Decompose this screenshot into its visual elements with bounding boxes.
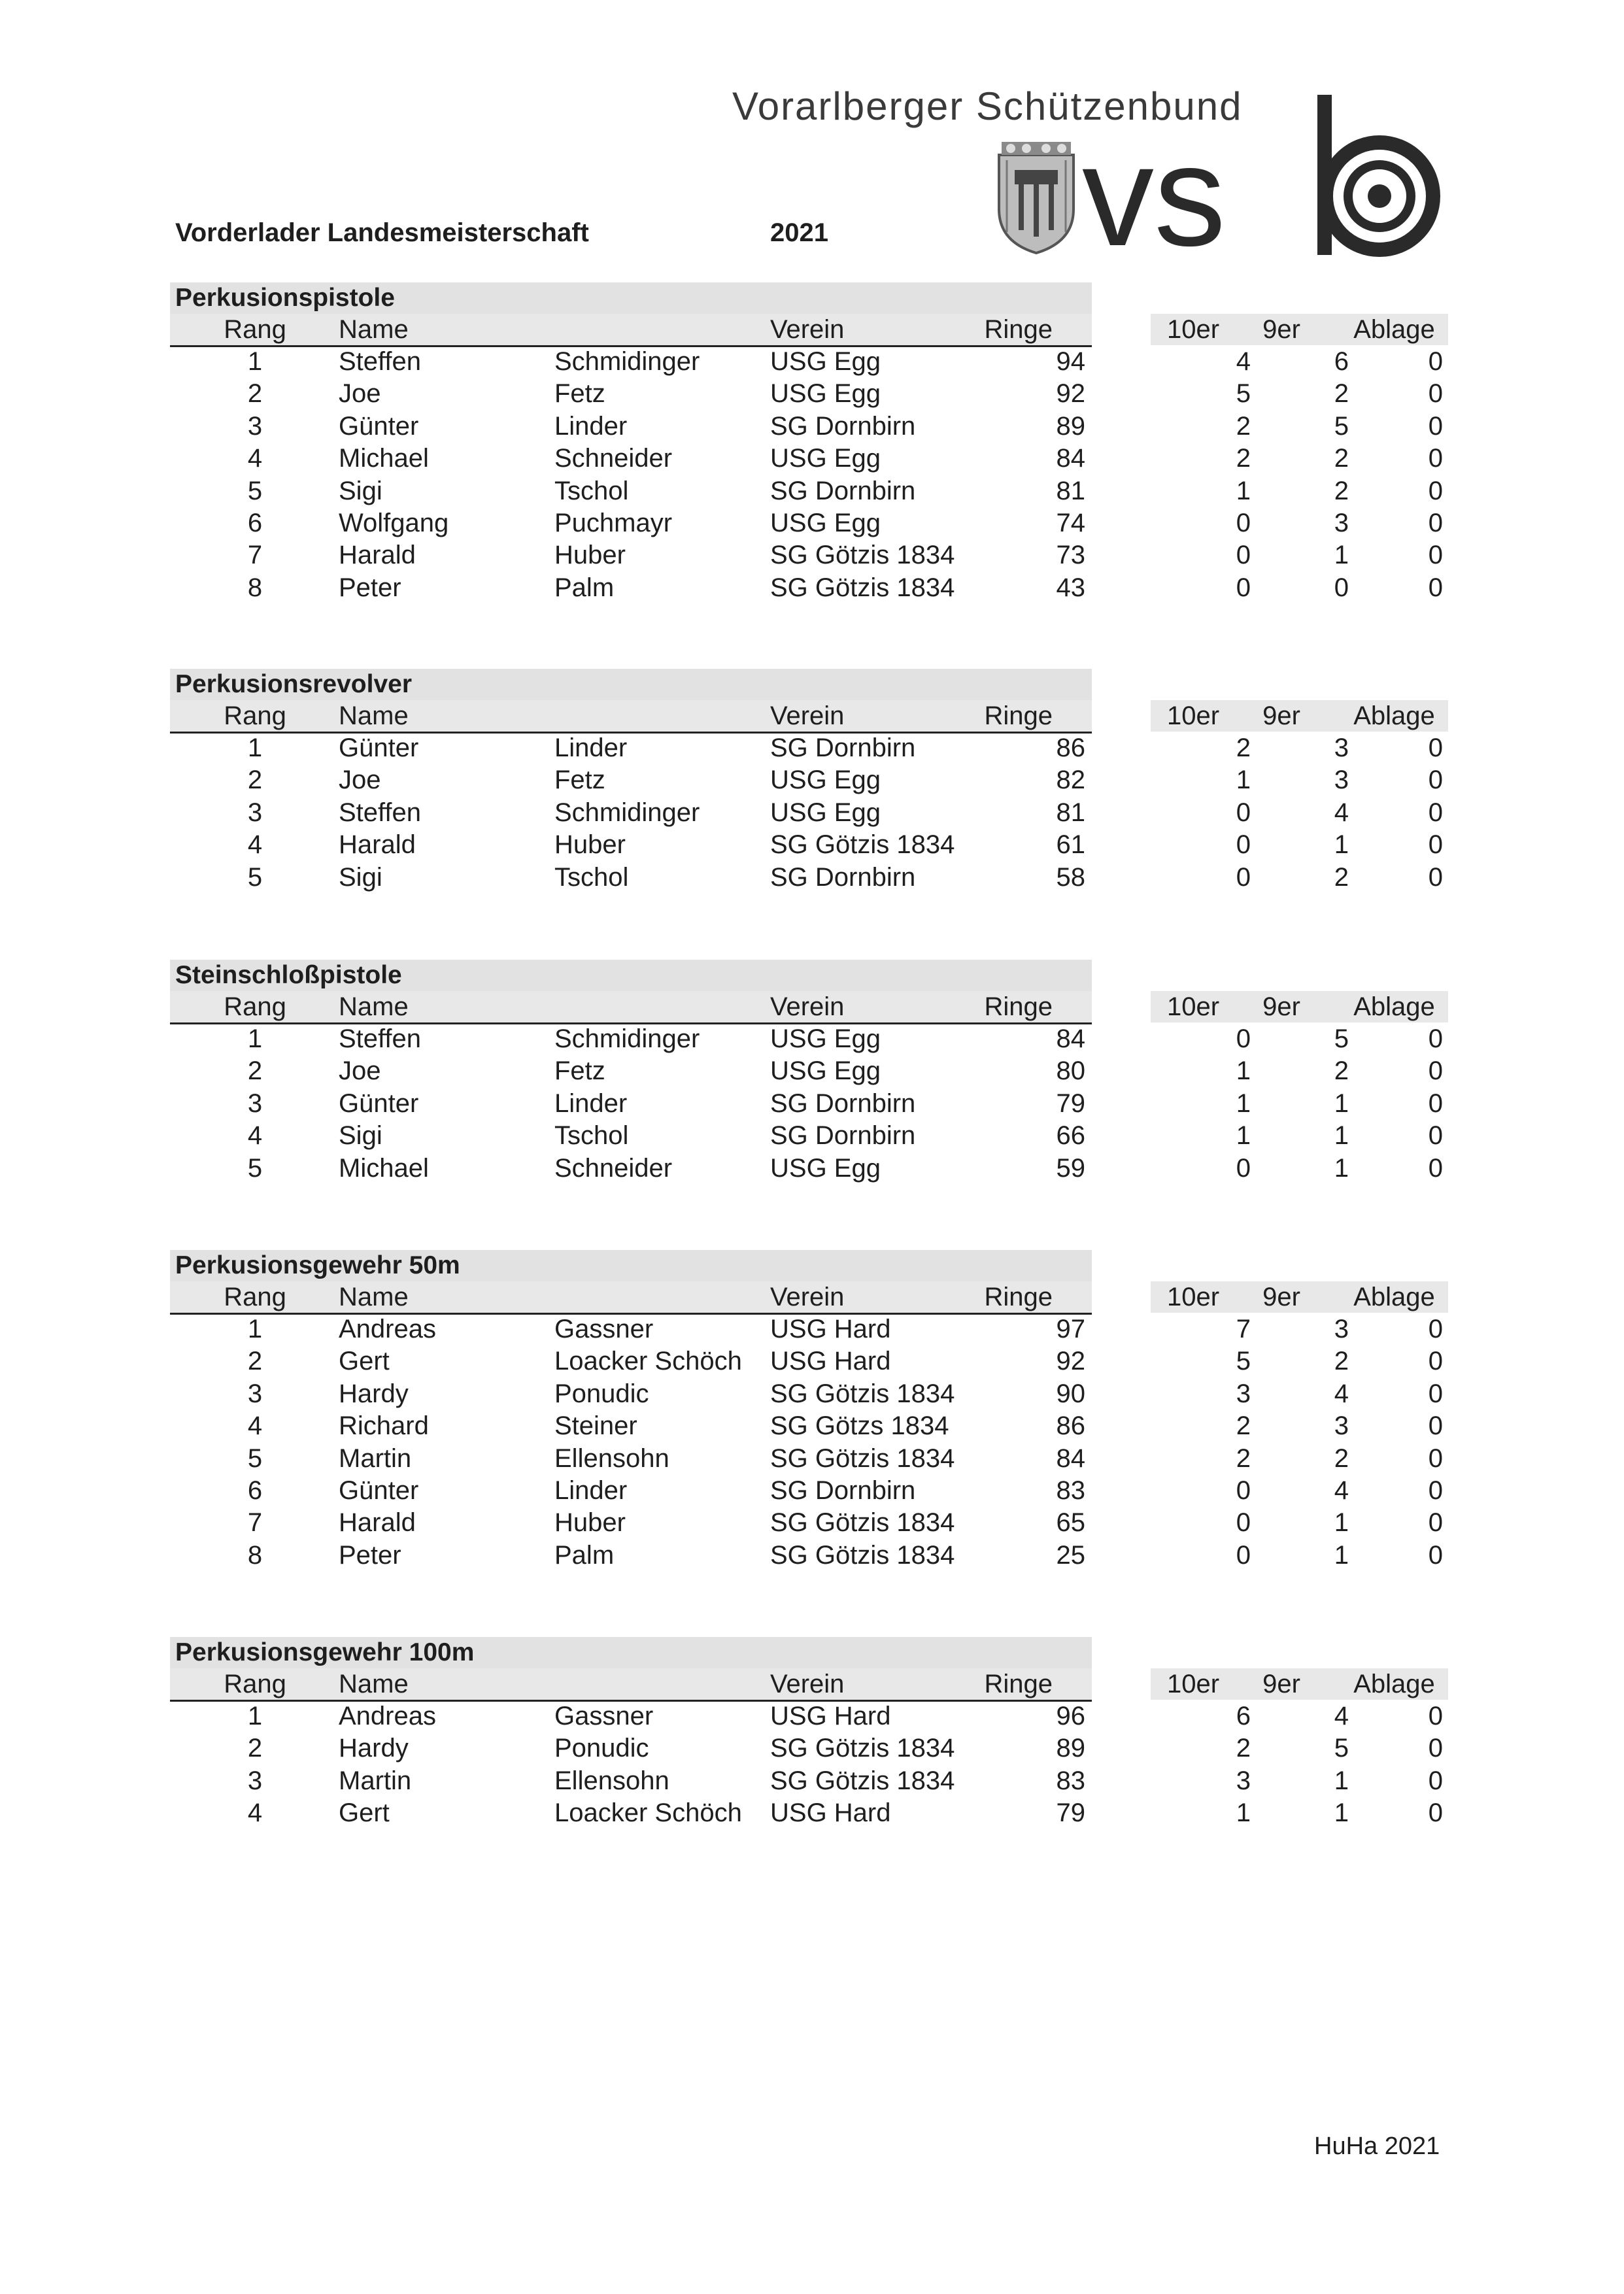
last-name-cell: Linder (554, 734, 628, 762)
last-name-cell: Tschol (554, 1121, 629, 1151)
rank-cell: 3 (247, 411, 263, 441)
tens-cell: 4 (1236, 347, 1251, 376)
nines-cell: 4 (1334, 1702, 1349, 1730)
header-rang: Rang (224, 1283, 286, 1311)
header-name: Name (339, 992, 409, 1021)
last-name-cell: Fetz (554, 766, 605, 795)
ablage-cell: 0 (1428, 830, 1443, 860)
club-cell: USG Egg (770, 1153, 881, 1183)
rank-cell: 1 (247, 1315, 263, 1343)
club-cell: USG Egg (770, 444, 881, 473)
ablage-cell: 0 (1428, 1411, 1443, 1441)
nines-cell: 2 (1334, 476, 1349, 505)
first-name-cell: Günter (339, 734, 419, 762)
club-cell: SG Götzis 1834 (770, 573, 955, 602)
tens-cell: 0 (1236, 509, 1251, 537)
club-cell: SG Götzis 1834 (770, 830, 955, 860)
ringe-cell: 89 (1056, 411, 1085, 441)
tens-cell: 2 (1236, 444, 1251, 473)
header-ablage: Ablage (1353, 315, 1435, 344)
last-name-cell: Huber (554, 1508, 626, 1538)
ringe-cell: 79 (1056, 1798, 1085, 1828)
club-cell: SG Götzis 1834 (770, 1734, 955, 1763)
last-name-cell: Schmidinger (554, 347, 700, 376)
rank-cell: 3 (247, 798, 263, 827)
ablage-cell: 0 (1428, 766, 1443, 795)
nines-cell: 5 (1334, 411, 1349, 441)
ablage-cell: 0 (1428, 1347, 1443, 1376)
club-cell: SG Dornbirn (770, 734, 916, 762)
header-9er: 9er (1262, 315, 1300, 344)
ablage-cell: 0 (1428, 1540, 1443, 1570)
ablage-cell: 0 (1428, 573, 1443, 602)
club-cell: SG Dornbirn (770, 1476, 916, 1505)
header-ablage: Ablage (1353, 992, 1435, 1021)
nines-cell: 1 (1334, 1508, 1349, 1538)
ringe-cell: 81 (1056, 798, 1085, 827)
header-10er: 10er (1166, 315, 1220, 344)
first-name-cell: Sigi (339, 1121, 382, 1151)
ringe-cell: 84 (1056, 1443, 1085, 1473)
document-title: Vorderlader Landesmeisterschaft (175, 218, 589, 247)
tens-cell: 0 (1236, 1476, 1251, 1505)
ablage-cell: 0 (1428, 541, 1443, 570)
tens-cell: 2 (1236, 411, 1251, 441)
header-name: Name (339, 701, 409, 730)
nines-cell: 4 (1334, 798, 1349, 827)
ablage-cell: 0 (1428, 1153, 1443, 1183)
first-name-cell: Steffen (339, 798, 422, 827)
nines-cell: 2 (1334, 1347, 1349, 1376)
ablage-cell: 0 (1428, 1315, 1443, 1343)
ringe-cell: 81 (1056, 476, 1085, 505)
ringe-cell: 83 (1056, 1766, 1085, 1795)
last-name-cell: Linder (554, 1476, 628, 1505)
first-name-cell: Harald (339, 1508, 416, 1538)
header-rang: Rang (224, 701, 286, 730)
last-name-cell: Schmidinger (554, 798, 700, 827)
header-ringe: Ringe (984, 1670, 1053, 1698)
ringe-cell: 43 (1056, 573, 1085, 602)
last-name-cell: Tschol (554, 862, 629, 892)
club-cell: SG Götzis 1834 (770, 1766, 955, 1795)
header-verein: Verein (770, 992, 845, 1021)
ablage-cell: 0 (1428, 862, 1443, 892)
tens-cell: 0 (1236, 862, 1251, 892)
tens-cell: 2 (1236, 1411, 1251, 1441)
header-rang: Rang (224, 992, 286, 1021)
rank-cell: 8 (247, 573, 263, 602)
section-title: Perkusionsrevolver (170, 669, 1092, 700)
header-verein: Verein (770, 1283, 845, 1311)
header-10er: 10er (1166, 1670, 1220, 1698)
last-name-cell: Huber (554, 541, 626, 570)
header-ablage: Ablage (1353, 1283, 1435, 1311)
tens-cell: 1 (1236, 1798, 1251, 1828)
nines-cell: 3 (1334, 1411, 1349, 1441)
first-name-cell: Sigi (339, 862, 382, 892)
first-name-cell: Günter (339, 1476, 419, 1505)
last-name-cell: Huber (554, 830, 626, 860)
ablage-cell: 0 (1428, 1088, 1443, 1118)
ringe-cell: 86 (1056, 1411, 1085, 1441)
ablage-cell: 0 (1428, 411, 1443, 441)
last-name-cell: Loacker Schöch (554, 1347, 742, 1376)
ablage-cell: 0 (1428, 1476, 1443, 1505)
last-name-cell: Palm (554, 573, 615, 602)
ablage-cell: 0 (1428, 476, 1443, 505)
nines-cell: 4 (1334, 1476, 1349, 1505)
ablage-cell: 0 (1428, 1766, 1443, 1795)
ringe-cell: 89 (1056, 1734, 1085, 1763)
ablage-cell: 0 (1428, 1734, 1443, 1763)
header-9er: 9er (1262, 992, 1300, 1021)
coat-of-arms-icon (994, 141, 1079, 255)
first-name-cell: Michael (339, 1153, 429, 1183)
header-10er: 10er (1166, 992, 1220, 1021)
header-ringe: Ringe (984, 1283, 1053, 1311)
tens-cell: 3 (1236, 1766, 1251, 1795)
vsb-logo (1082, 88, 1455, 265)
nines-cell: 1 (1334, 1153, 1349, 1183)
header-verein: Verein (770, 1670, 845, 1698)
header-9er: 9er (1262, 701, 1300, 730)
club-cell: USG Egg (770, 766, 881, 795)
ringe-cell: 25 (1056, 1540, 1085, 1570)
first-name-cell: Andreas (339, 1315, 436, 1343)
first-name-cell: Richard (339, 1411, 429, 1441)
ringe-cell: 61 (1056, 830, 1085, 860)
rank-cell: 1 (247, 347, 263, 376)
club-cell: SG Götzs 1834 (770, 1411, 949, 1441)
ablage-cell: 0 (1428, 1121, 1443, 1151)
rank-cell: 8 (247, 1540, 263, 1570)
ablage-cell: 0 (1428, 347, 1443, 376)
nines-cell: 5 (1334, 1734, 1349, 1763)
header-verein: Verein (770, 315, 845, 344)
rank-cell: 1 (247, 1024, 263, 1053)
ringe-cell: 92 (1056, 379, 1085, 409)
header-10er: 10er (1166, 701, 1220, 730)
section-title: Perkusionsgewehr 50m (170, 1250, 1092, 1281)
header-9er: 9er (1262, 1283, 1300, 1311)
first-name-cell: Martin (339, 1766, 412, 1795)
ringe-cell: 66 (1056, 1121, 1085, 1151)
tens-cell: 1 (1236, 1121, 1251, 1151)
nines-cell: 3 (1334, 766, 1349, 795)
club-cell: SG Götzis 1834 (770, 1508, 955, 1538)
ablage-cell: 0 (1428, 1508, 1443, 1538)
header-name: Name (339, 1283, 409, 1311)
ablage-cell: 0 (1428, 379, 1443, 409)
club-cell: SG Dornbirn (770, 862, 916, 892)
tens-cell: 3 (1236, 1379, 1251, 1408)
ablage-cell: 0 (1428, 1056, 1443, 1086)
nines-cell: 1 (1334, 541, 1349, 570)
header-rang: Rang (224, 1670, 286, 1698)
first-name-cell: Peter (339, 573, 401, 602)
tens-cell: 2 (1236, 1734, 1251, 1763)
tens-cell: 0 (1236, 798, 1251, 827)
ringe-cell: 97 (1056, 1315, 1085, 1343)
club-cell: USG Hard (770, 1315, 891, 1343)
first-name-cell: Peter (339, 1540, 401, 1570)
rank-cell: 4 (247, 1121, 263, 1151)
header-name: Name (339, 315, 409, 344)
tens-cell: 0 (1236, 573, 1251, 602)
last-name-cell: Tschol (554, 476, 629, 505)
ringe-cell: 80 (1056, 1056, 1085, 1086)
ringe-cell: 84 (1056, 1024, 1085, 1053)
first-name-cell: Joe (339, 766, 381, 795)
ringe-cell: 82 (1056, 766, 1085, 795)
nines-cell: 2 (1334, 1443, 1349, 1473)
club-cell: SG Götzis 1834 (770, 541, 955, 570)
rank-cell: 4 (247, 1798, 263, 1828)
first-name-cell: Martin (339, 1443, 412, 1473)
rank-cell: 4 (247, 1411, 263, 1441)
tens-cell: 0 (1236, 1153, 1251, 1183)
club-cell: USG Hard (770, 1347, 891, 1376)
last-name-cell: Schmidinger (554, 1024, 700, 1053)
nines-cell: 2 (1334, 379, 1349, 409)
header-ringe: Ringe (984, 992, 1053, 1021)
organization-name: Vorarlberger Schützenbund (732, 84, 1243, 128)
header-9er: 9er (1262, 1670, 1300, 1698)
club-cell: USG Egg (770, 379, 881, 409)
header-ablage: Ablage (1353, 701, 1435, 730)
document-year: 2021 (770, 218, 828, 247)
rank-cell: 5 (247, 1443, 263, 1473)
ablage-cell: 0 (1428, 509, 1443, 537)
tens-cell: 2 (1236, 1443, 1251, 1473)
nines-cell: 3 (1334, 509, 1349, 537)
ablage-cell: 0 (1428, 1379, 1443, 1408)
tens-cell: 1 (1236, 1056, 1251, 1086)
rank-cell: 3 (247, 1088, 263, 1118)
nines-cell: 1 (1334, 1798, 1349, 1828)
rank-cell: 3 (247, 1766, 263, 1795)
ablage-cell: 0 (1428, 1702, 1443, 1730)
last-name-cell: Puchmayr (554, 509, 673, 537)
tens-cell: 0 (1236, 830, 1251, 860)
rank-cell: 7 (247, 1508, 263, 1538)
first-name-cell: Joe (339, 379, 381, 409)
rank-cell: 1 (247, 1702, 263, 1730)
club-cell: USG Hard (770, 1798, 891, 1828)
last-name-cell: Loacker Schöch (554, 1798, 742, 1828)
ablage-cell: 0 (1428, 1798, 1443, 1828)
last-name-cell: Palm (554, 1540, 615, 1570)
first-name-cell: Harald (339, 541, 416, 570)
tens-cell: 0 (1236, 1540, 1251, 1570)
club-cell: USG Egg (770, 509, 881, 537)
club-cell: SG Götzis 1834 (770, 1379, 955, 1408)
nines-cell: 6 (1334, 347, 1349, 376)
first-name-cell: Andreas (339, 1702, 436, 1730)
ringe-cell: 73 (1056, 541, 1085, 570)
rank-cell: 6 (247, 1476, 263, 1505)
nines-cell: 1 (1334, 1766, 1349, 1795)
last-name-cell: Linder (554, 1088, 628, 1118)
tens-cell: 0 (1236, 541, 1251, 570)
first-name-cell: Michael (339, 444, 429, 473)
rank-cell: 6 (247, 509, 263, 537)
rank-cell: 5 (247, 1153, 263, 1183)
ablage-cell: 0 (1428, 444, 1443, 473)
club-cell: SG Dornbirn (770, 411, 916, 441)
nines-cell: 3 (1334, 1315, 1349, 1343)
nines-cell: 1 (1334, 1088, 1349, 1118)
ringe-cell: 79 (1056, 1088, 1085, 1118)
last-name-cell: Gassner (554, 1315, 654, 1343)
first-name-cell: Hardy (339, 1734, 409, 1763)
rank-cell: 2 (247, 1347, 263, 1376)
rank-cell: 7 (247, 541, 263, 570)
nines-cell: 2 (1334, 1056, 1349, 1086)
last-name-cell: Steiner (554, 1411, 637, 1441)
nines-cell: 2 (1334, 444, 1349, 473)
nines-cell: 1 (1334, 1540, 1349, 1570)
ringe-cell: 84 (1056, 444, 1085, 473)
ringe-cell: 74 (1056, 509, 1085, 537)
ringe-cell: 86 (1056, 734, 1085, 762)
first-name-cell: Harald (339, 830, 416, 860)
last-name-cell: Schneider (554, 444, 673, 473)
rank-cell: 3 (247, 1379, 263, 1408)
nines-cell: 2 (1334, 862, 1349, 892)
header-name: Name (339, 1670, 409, 1698)
last-name-cell: Fetz (554, 1056, 605, 1086)
ringe-cell: 92 (1056, 1347, 1085, 1376)
first-name-cell: Wolfgang (339, 509, 449, 537)
header-ringe: Ringe (984, 315, 1053, 344)
club-cell: SG Dornbirn (770, 476, 916, 505)
last-name-cell: Ellensohn (554, 1766, 669, 1795)
ablage-cell: 0 (1428, 734, 1443, 762)
header-rang: Rang (224, 315, 286, 344)
rank-cell: 2 (247, 766, 263, 795)
rank-cell: 2 (247, 379, 263, 409)
first-name-cell: Steffen (339, 347, 422, 376)
club-cell: USG Hard (770, 1702, 891, 1730)
first-name-cell: Günter (339, 1088, 419, 1118)
club-cell: USG Egg (770, 347, 881, 376)
nines-cell: 4 (1334, 1379, 1349, 1408)
rank-cell: 2 (247, 1734, 263, 1763)
first-name-cell: Gert (339, 1347, 390, 1376)
nines-cell: 1 (1334, 830, 1349, 860)
rank-cell: 4 (247, 444, 263, 473)
first-name-cell: Steffen (339, 1024, 422, 1053)
tens-cell: 2 (1236, 734, 1251, 762)
tens-cell: 7 (1236, 1315, 1251, 1343)
ablage-cell: 0 (1428, 1024, 1443, 1053)
club-cell: USG Egg (770, 1024, 881, 1053)
club-cell: SG Götzis 1834 (770, 1443, 955, 1473)
header-verein: Verein (770, 701, 845, 730)
nines-cell: 1 (1334, 1121, 1349, 1151)
first-name-cell: Günter (339, 411, 419, 441)
last-name-cell: Ponudic (554, 1734, 649, 1763)
club-cell: SG Dornbirn (770, 1121, 916, 1151)
club-cell: USG Egg (770, 798, 881, 827)
rank-cell: 5 (247, 476, 263, 505)
rank-cell: 4 (247, 830, 263, 860)
first-name-cell: Hardy (339, 1379, 409, 1408)
svg-text:vs: vs (1082, 115, 1226, 265)
last-name-cell: Gassner (554, 1702, 654, 1730)
ringe-cell: 65 (1056, 1508, 1085, 1538)
header-ringe: Ringe (984, 701, 1053, 730)
section-title: Perkusionsgewehr 100m (170, 1637, 1092, 1668)
rank-cell: 5 (247, 862, 263, 892)
club-cell: USG Egg (770, 1056, 881, 1086)
tens-cell: 5 (1236, 1347, 1251, 1376)
nines-cell: 5 (1334, 1024, 1349, 1053)
rank-cell: 2 (247, 1056, 263, 1086)
first-name-cell: Gert (339, 1798, 390, 1828)
last-name-cell: Linder (554, 411, 628, 441)
ringe-cell: 96 (1056, 1702, 1085, 1730)
tens-cell: 1 (1236, 476, 1251, 505)
ablage-cell: 0 (1428, 1443, 1443, 1473)
last-name-cell: Schneider (554, 1153, 673, 1183)
ablage-cell: 0 (1428, 798, 1443, 827)
ringe-cell: 90 (1056, 1379, 1085, 1408)
ringe-cell: 94 (1056, 347, 1085, 376)
ringe-cell: 59 (1056, 1153, 1085, 1183)
tens-cell: 6 (1236, 1702, 1251, 1730)
nines-cell: 0 (1334, 573, 1349, 602)
tens-cell: 1 (1236, 766, 1251, 795)
last-name-cell: Fetz (554, 379, 605, 409)
footer-signature: HuHa 2021 (1314, 2133, 1440, 2160)
club-cell: SG Dornbirn (770, 1088, 916, 1118)
section-title: Perkusionspistole (170, 282, 1092, 314)
tens-cell: 0 (1236, 1508, 1251, 1538)
section-title: Steinschloßpistole (170, 960, 1092, 991)
ringe-cell: 58 (1056, 862, 1085, 892)
club-cell: SG Götzis 1834 (770, 1540, 955, 1570)
rank-cell: 1 (247, 734, 263, 762)
first-name-cell: Joe (339, 1056, 381, 1086)
last-name-cell: Ponudic (554, 1379, 649, 1408)
ringe-cell: 83 (1056, 1476, 1085, 1505)
first-name-cell: Sigi (339, 476, 382, 505)
nines-cell: 3 (1334, 734, 1349, 762)
last-name-cell: Ellensohn (554, 1443, 669, 1473)
tens-cell: 0 (1236, 1024, 1251, 1053)
tens-cell: 5 (1236, 379, 1251, 409)
header-ablage: Ablage (1353, 1670, 1435, 1698)
header-10er: 10er (1166, 1283, 1220, 1311)
tens-cell: 1 (1236, 1088, 1251, 1118)
